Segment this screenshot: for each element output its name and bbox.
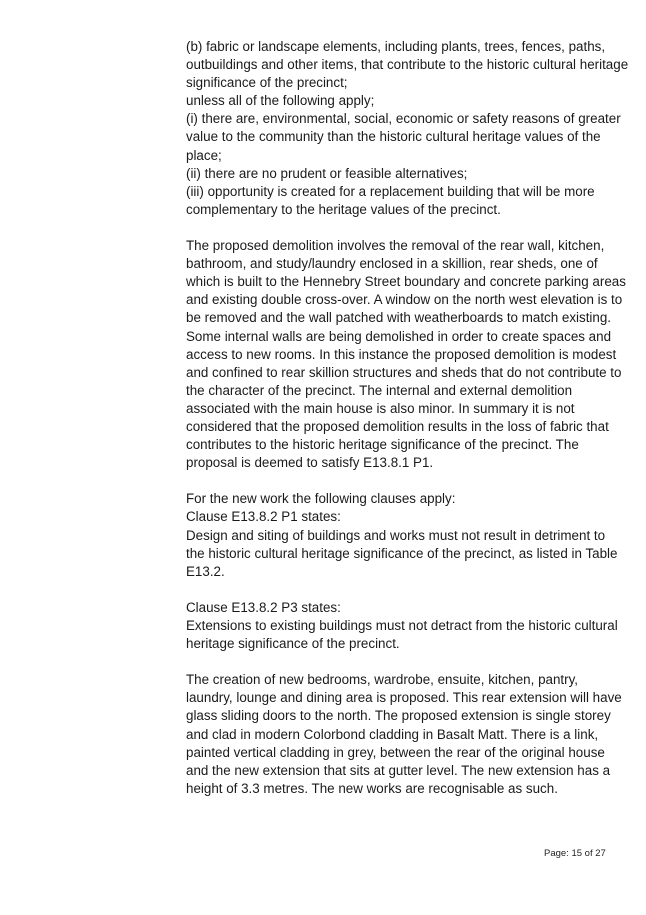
text-line: unless all of the following apply;	[186, 93, 375, 109]
text-line: the historic cultural heritage significance of the precinct, as listed in Table	[186, 545, 618, 561]
text-line: laundry, lounge and dining area is proposed. This rear extension will have	[186, 690, 622, 706]
text-line: considered that the proposed demolition results in the loss of fabric that	[186, 418, 609, 434]
paragraph-spacer	[186, 653, 606, 671]
text-line: Clause E13.8.2 P1 states:	[186, 509, 341, 525]
text-line: (ii) there are no prudent or feasible alternatives;	[186, 165, 468, 181]
text-line: contributes to the historic heritage significance of the precinct. The	[186, 437, 579, 453]
paragraph-clause-p1	[186, 490, 618, 580]
paragraph-spacer	[186, 581, 606, 599]
text-line: The creation of new bedrooms, wardrobe, ensuite, kitchen, pantry,	[186, 672, 579, 688]
document-body	[186, 38, 629, 798]
text-line: heritage significance of the precinct.	[186, 636, 400, 652]
text-line: Clause E13.8.2 P3 states:	[186, 599, 341, 615]
text-line: value to the community than the historic cultural heritage values of the	[186, 129, 601, 145]
page-number: Page: 15 of 27	[544, 848, 606, 859]
paragraph-spacer	[186, 472, 606, 490]
paragraph-criteria	[186, 38, 629, 219]
text-line: (i) there are, environmental, social, economic or safety reasons of greater	[186, 111, 621, 127]
text-line: place;	[186, 147, 222, 163]
text-line: and existing double cross-over. A window on the north west elevation is to	[186, 292, 623, 308]
text-line: complementary to the heritage values of the precinct.	[186, 201, 501, 217]
text-line: For the new work the following clauses apply:	[186, 491, 456, 507]
text-line: which is built to the Hennebry Street boundary and concrete parking areas	[186, 274, 626, 290]
text-line: and clad in modern Colorbond cladding in Basalt Matt. There is a link,	[186, 726, 599, 742]
text-line: the character of the precinct. The internal and external demolition	[186, 382, 573, 398]
paragraph-spacer	[186, 219, 606, 237]
text-line: painted vertical cladding in grey, between the rear of the original house	[186, 744, 605, 760]
text-line: and the new extension that sits at gutter level. The new extension has a	[186, 762, 611, 778]
text-line: Design and siting of buildings and works must not result in detriment to	[186, 527, 606, 543]
text-line: height of 3.3 metres. The new works are recognisable as such.	[186, 780, 558, 796]
text-line: associated with the main house is also minor. In summary it is not	[186, 400, 575, 416]
paragraph-new-works	[186, 671, 622, 798]
text-line: be removed and the wall patched with weatherboards to match existing.	[186, 310, 612, 326]
text-line: and confined to rear skillion structures and sheds that do not contribute to	[186, 364, 622, 380]
text-line: outbuildings and other items, that contribute to the historic cultural heritage	[186, 57, 629, 73]
text-line: proposal is deemed to satisfy E13.8.1 P1.	[186, 455, 434, 471]
text-line: Some internal walls are being demolished in order to create spaces and	[186, 328, 612, 344]
paragraph-clause-p3	[186, 599, 618, 653]
text-line: access to new rooms. In this instance the proposed demolition is modest	[186, 346, 617, 362]
text-line: glass sliding doors to the north. The proposed extension is single storey	[186, 708, 611, 724]
text-line: E13.2.	[186, 563, 225, 579]
text-line: The proposed demolition involves the removal of the rear wall, kitchen,	[186, 238, 605, 254]
text-line: bathroom, and study/laundry enclosed in a skillion, rear sheds, one of	[186, 256, 598, 272]
text-line: (iii) opportunity is created for a replacement building that will be more	[186, 183, 595, 199]
text-line: significance of the precinct;	[186, 75, 348, 91]
text-line: Extensions to existing buildings must not detract from the historic cultural	[186, 618, 618, 633]
paragraph-demolition	[186, 237, 626, 472]
text-line: (b) fabric or landscape elements, including plants, trees, fences, paths,	[186, 39, 606, 54]
